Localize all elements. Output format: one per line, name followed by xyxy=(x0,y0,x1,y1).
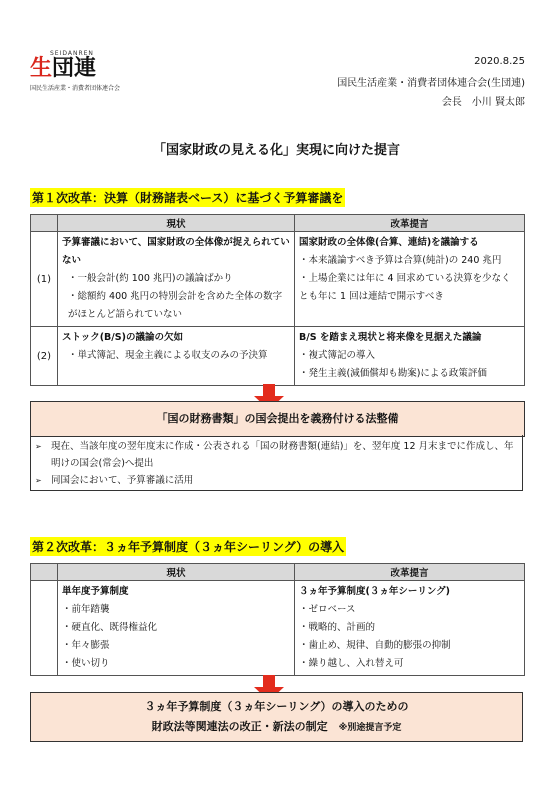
section2-heading: 第２次改革：３ヵ年予算制度（３ヵ年シーリング）の導入 xyxy=(30,537,346,556)
president-name: 会長 小川 賢太郎 xyxy=(441,97,525,108)
proposal-item: ・発生主義(減価償却も勘案)による政策評価 xyxy=(299,368,487,379)
logo-subtitle: 国民生活産業・消費者団体連合会 xyxy=(30,85,121,92)
list-item xyxy=(35,472,518,489)
proposal-title: 国家財政の全体像(合算、連結)を議論する xyxy=(299,237,479,248)
section2-table xyxy=(30,563,525,676)
document-title: 「国家財政の見える化」実現に向けた提言 xyxy=(152,143,400,158)
note-text: 現在、当該年度の翌年度末に作成・公表される「国の財務書類(連結)」を、翌年度 12 月末までに作成し、年明けの国会(常会)へ提出 xyxy=(51,441,514,469)
table-row xyxy=(31,232,525,327)
section1-notes xyxy=(30,435,523,491)
current-item: ・総額約 400 兆円の特別会計を含めた全体の数字がほとんど語られていない xyxy=(68,291,283,320)
list-item xyxy=(35,438,518,472)
current-title: ストック(B/S)の議論の欠如 xyxy=(62,332,183,343)
current-title: 単年度予算制度 xyxy=(62,586,129,597)
section2-num-header xyxy=(31,564,58,581)
organization-name: 国民生活産業・消費者団体連合会(生団連) xyxy=(337,78,525,89)
current-title: 予算審議において、国家財政の全体像が捉えられていない xyxy=(62,237,290,266)
current-item: ・一般会計(約 100 兆円)の議論ばかり xyxy=(68,273,233,284)
proposal-item: ・ゼロベース xyxy=(299,604,356,615)
table-row xyxy=(31,327,525,386)
box-note: ※別途提言予定 xyxy=(338,723,402,733)
logo-kanji-rest: 団連 xyxy=(52,56,97,81)
section2-col-current: 現状 xyxy=(58,564,295,581)
arrow-bullet-icon: ➢ xyxy=(35,442,42,451)
box-line2-text: 財政法等関連法の改正・新法の制定 xyxy=(151,720,328,733)
proposal-item: ・戦略的、計画的 xyxy=(299,622,376,633)
logo-kanji xyxy=(30,57,140,81)
current-item: ・単式簿記、現金主義による収支のみの予決算 xyxy=(68,350,268,361)
section1-num-header xyxy=(31,215,58,232)
proposal-cell xyxy=(295,581,525,676)
section1-table-header xyxy=(31,215,525,232)
current-item: ・前年踏襲 xyxy=(62,604,110,615)
proposal-item: ・複式簿記の導入 xyxy=(299,350,376,361)
section1-heading: 第１次改革：決算（財務諸表ベース）に基づく予算審議を xyxy=(30,188,345,207)
proposal-item: ・本来議論すべき予算は合算(純計)の 240 兆円 xyxy=(299,255,502,266)
row-number: (2) xyxy=(31,327,58,386)
seidanren-logo xyxy=(30,50,140,92)
row-number-empty xyxy=(31,581,58,676)
note-text: 同国会において、予算審議に活用 xyxy=(51,475,194,486)
current-cell xyxy=(58,232,295,327)
section1-col-current: 現状 xyxy=(58,215,295,232)
section2-proposal-box xyxy=(30,692,523,742)
current-cell xyxy=(58,327,295,386)
section1-col-proposal: 改革提言 xyxy=(295,215,525,232)
table-row xyxy=(31,581,525,676)
logo-kanji-red: 生 xyxy=(30,56,53,81)
box-line1: ３ヵ年予算制度（３ヵ年シーリング）の導入のための xyxy=(144,700,409,713)
document-date: 2020.8.25 xyxy=(474,56,525,67)
current-cell xyxy=(58,581,295,676)
proposal-item: ・繰り越し、入れ替え可 xyxy=(299,658,404,669)
logo-roman: SEIDANREN xyxy=(50,50,94,57)
proposal-title: ３ヵ年予算制度(３ヵ年シーリング) xyxy=(299,586,450,597)
section2-table-header xyxy=(31,564,525,581)
section1-table xyxy=(30,214,525,386)
current-item: ・硬直化、既得権益化 xyxy=(62,622,158,633)
current-item: ・年々膨張 xyxy=(62,640,110,651)
section2-col-proposal: 改革提言 xyxy=(295,564,525,581)
proposal-cell xyxy=(295,327,525,386)
proposal-title: B/S を踏まえ現状と将来像を見据えた議論 xyxy=(299,332,482,343)
section1-proposal-box: 「国の財務書類」の国会提出を義務付ける法整備 xyxy=(30,401,525,437)
box-line2 xyxy=(31,717,522,738)
proposal-item: ・上場企業には年に 4 回求めている決算を少なくとも年に 1 回は連結で開示すべき xyxy=(299,273,511,302)
row-number: (1) xyxy=(31,232,58,327)
arrow-bullet-icon: ➢ xyxy=(35,476,42,485)
proposal-item: ・歯止め、規律、自動的膨張の抑制 xyxy=(299,640,451,651)
proposal-cell xyxy=(295,232,525,327)
current-item: ・使い切り xyxy=(62,658,110,669)
